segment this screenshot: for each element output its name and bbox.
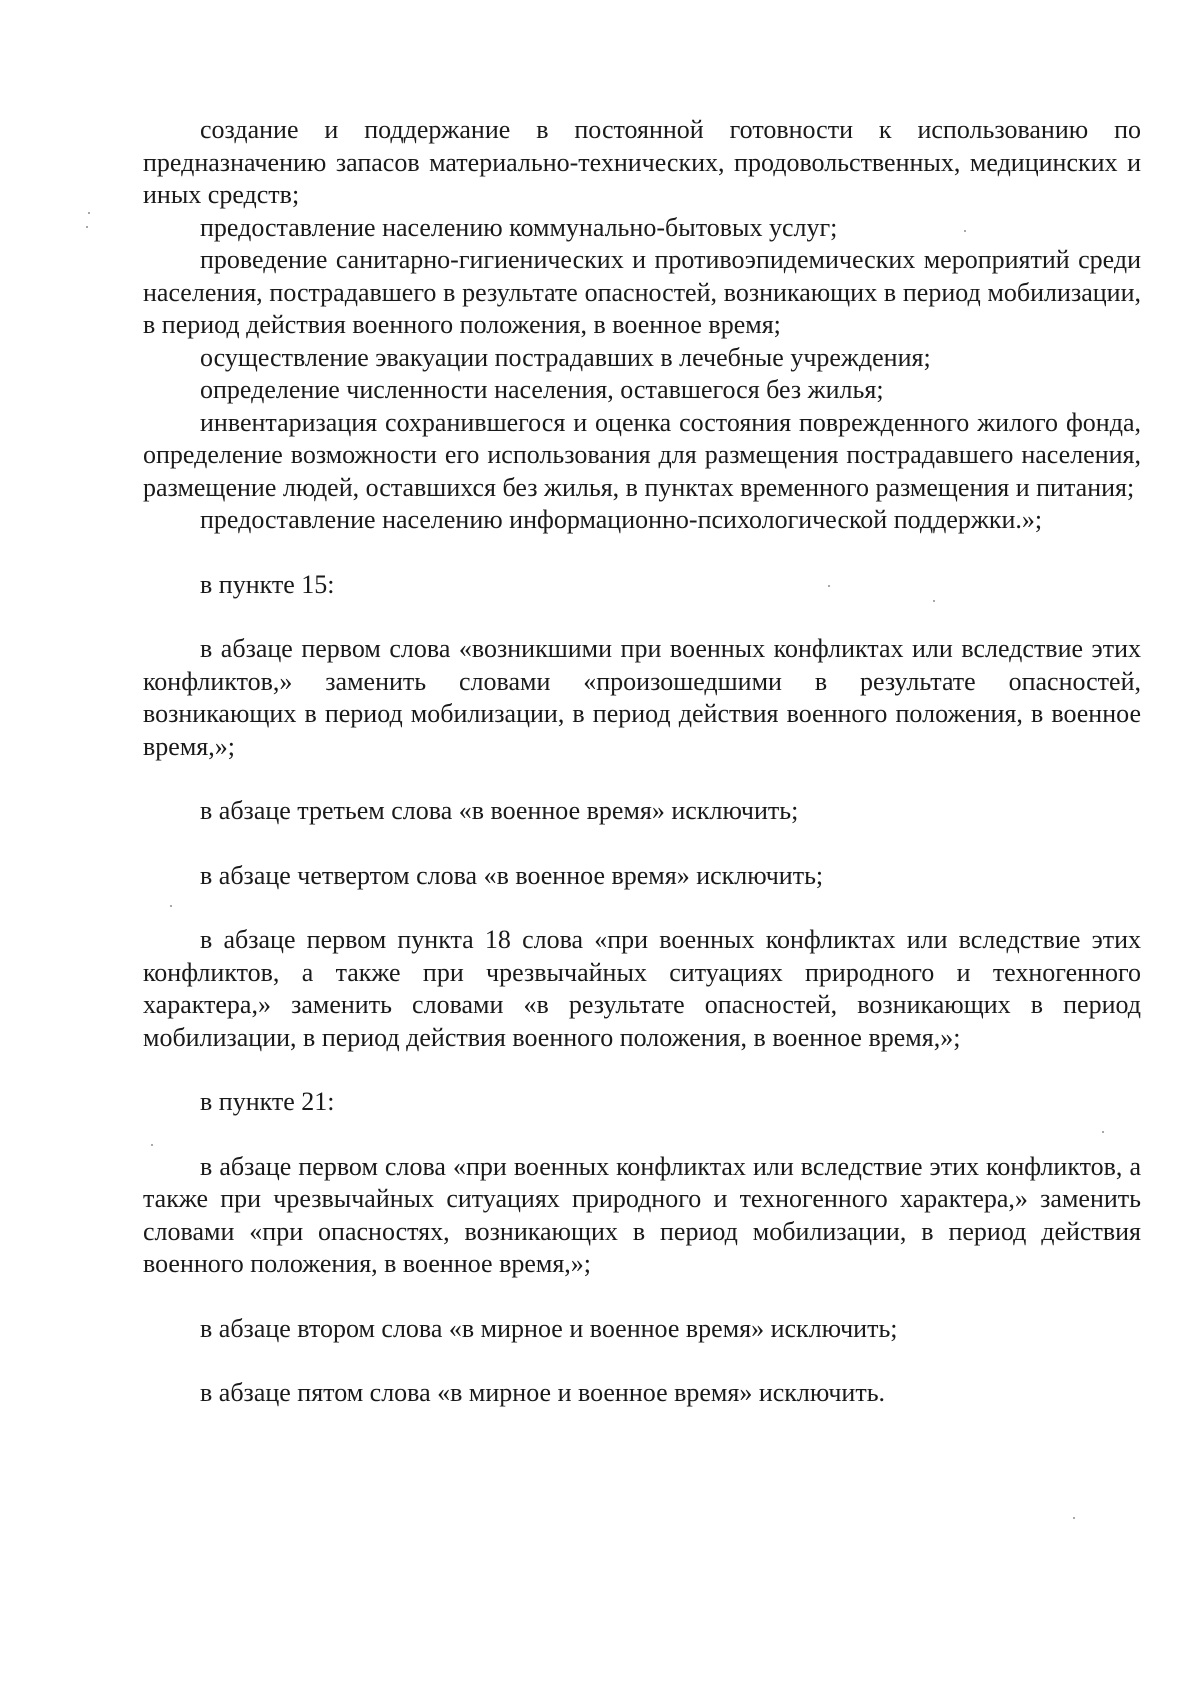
document-body (143, 114, 1141, 1410)
scan-speck (88, 212, 90, 214)
paragraph-point-21-fifth: в абзаце пятом слова «в мирное и военное время» исключить. (200, 1378, 886, 1407)
paragraph-population-count: определение численности населения, оставшегося без жилья; (200, 375, 884, 404)
paragraph-point-21: в пункте 21: (200, 1087, 335, 1116)
paragraph-point-15-first: в абзаце первом слова «возникшими при военных конфликтах или вследствие этих конфликтов,» заменить словами «произошедшими в результате опасностей, возникающих в период мобилизации, в период действия военного положения, в военное время,»; (143, 634, 1141, 761)
scan-speck (86, 226, 88, 228)
paragraph-evacuation: осуществление эвакуации пострадавших в лечебные учреждения; (200, 342, 931, 372)
paragraph-reserves: создание и поддержание в постоянной готовности к использованию по предназначению запасов материально-технических, продовольственных, медицинских и иных средств; (143, 115, 1141, 209)
paragraph-psychological-support: предоставление населению информационно-психологической поддержки.»; (200, 505, 1043, 534)
paragraph-point-18: в абзаце первом пункта 18 слова «при военных конфликтах или вследствие этих конфликтов, а также при чрезвычайных ситуациях природного и техногенного характера,» заменить словами «в результате опасностей, возникающих в период мобилизации, в период действия военного положения, в военное время,»; (143, 925, 1141, 1052)
paragraph-point-21-first: в абзаце первом слова «при военных конфликтах или вследствие этих конфликтов, а также при чрезвычайных ситуациях природного и техногенного характера,» заменить словами «при опасностях, возникающих в период мобилизации, в период действия военного положения, в военное время,»; (143, 1151, 1141, 1278)
paragraph-point-21-second: в абзаце втором слова «в мирное и военное время» исключить; (200, 1313, 898, 1343)
paragraph-point-15-third: в абзаце третьем слова «в военное время» исключить; (200, 796, 799, 825)
paragraph-housing-inventory: инвентаризация сохранившегося и оценка состояния поврежденного жилого фонда, определение возможности его использования для размещения пострадавшего населения, размещение людей, оставшихся без жилья, в пунктах временного размещения и питания; (143, 407, 1141, 502)
paragraph-point-15-fourth: в абзаце четвертом слова «в военное время» исключить; (200, 860, 824, 890)
paragraph-sanitary: проведение санитарно-гигиенических и противоэпидемических мероприятий среди населения, пострадавшего в результате опасностей, возникающих в период мобилизации, в период действия военного положения, в военное время; (143, 245, 1141, 339)
paragraph-point-15: в пункте 15: (200, 569, 335, 599)
paragraph-utilities: предоставление населению коммунально-бытовых услуг; (200, 212, 838, 242)
scan-speck (1073, 1517, 1075, 1519)
